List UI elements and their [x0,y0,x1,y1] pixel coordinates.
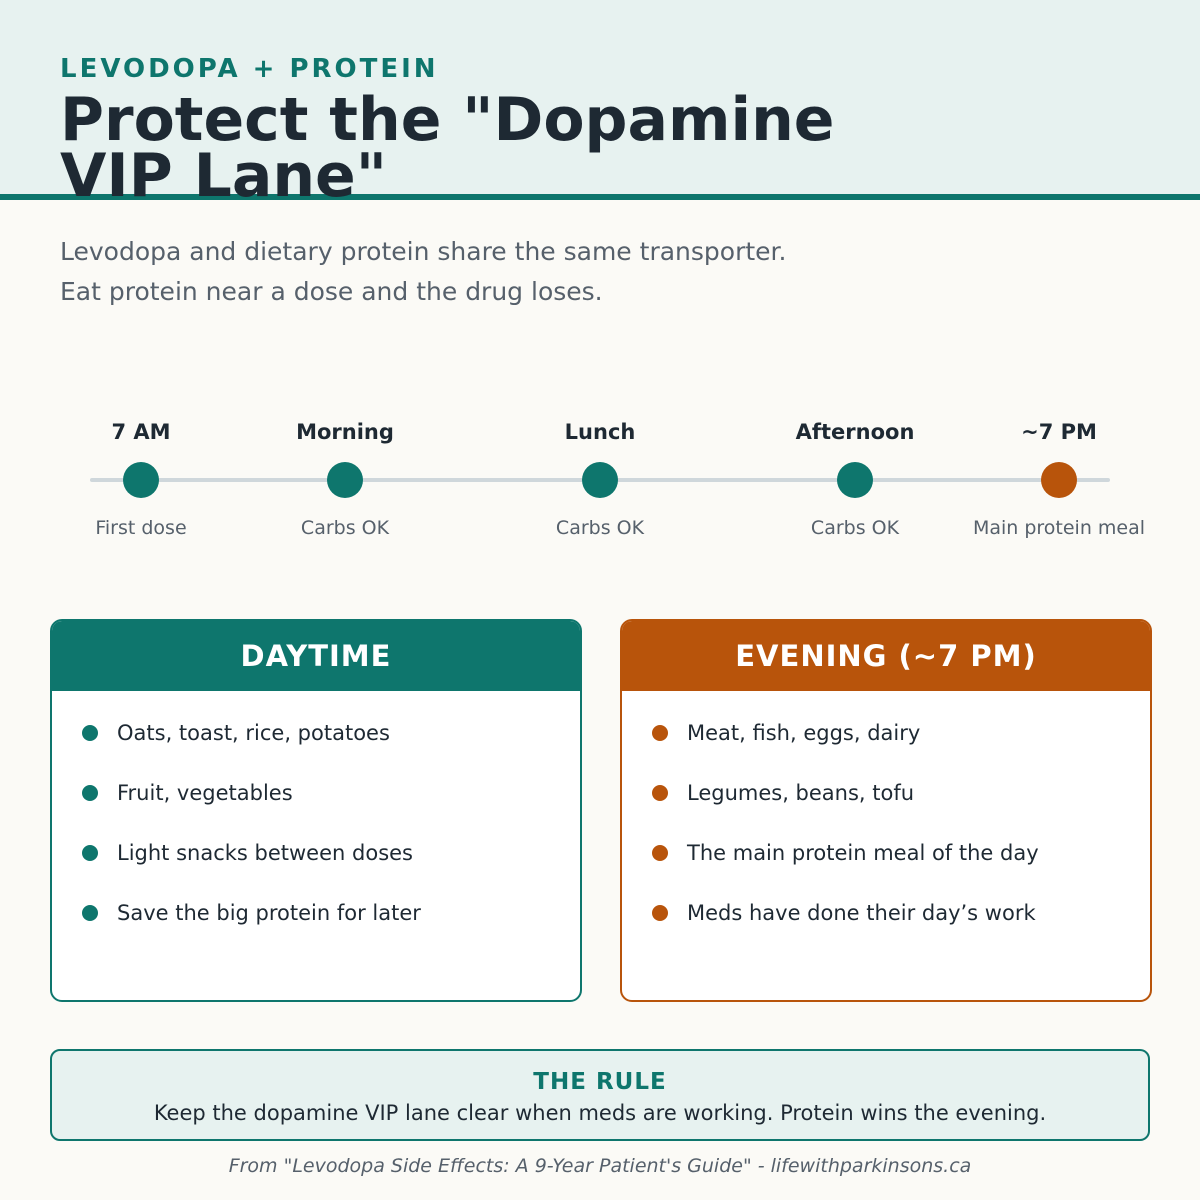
rule-text: Keep the dopamine VIP lane clear when meds are working. Protein wins the evening. [153,1101,1047,1125]
list-item [652,883,1150,943]
timeline-time-label: Lunch [564,420,636,444]
list-item [652,763,1150,823]
list-item-text: Oats, toast, rice, potatoes [117,721,390,745]
timeline-dot [582,462,618,498]
subtitle-line: Levodopa and dietary protein share the same transporter. [60,237,787,266]
daytime-food-list [52,691,580,943]
bullet-dot-icon [82,905,98,921]
timeline-time-label: Afternoon [795,420,915,444]
bullet-dot-icon [652,845,668,861]
timeline-dot [837,462,873,498]
list-item-text: Meat, fish, eggs, dairy [687,721,921,745]
bullet-dot-icon [82,845,98,861]
timeline-note: Carbs OK [555,517,645,539]
list-item-text: Fruit, vegetables [117,781,293,805]
bullet-dot-icon [652,905,668,921]
list-item [82,763,580,823]
timeline-note: Carbs OK [810,517,900,539]
eyebrow-label: LEVODOPA + PROTEIN [60,54,439,84]
list-item [82,823,580,883]
timeline-time-label: Morning [296,420,394,444]
bullet-dot-icon [82,725,98,741]
timeline-dot [327,462,363,498]
bullet-dot-icon [652,725,668,741]
bullet-dot-icon [652,785,668,801]
rule-title: THE RULE [533,1069,667,1095]
list-item-text: Save the big protein for later [117,901,421,925]
list-item-text: Meds have done their day’s work [687,901,1036,925]
source-citation: From "Levodopa Side Effects: A 9-Year Patient's Guide" - lifewithparkinsons.ca [228,1155,972,1177]
rule-box [50,1049,1150,1141]
list-item [652,823,1150,883]
list-item-text: Light snacks between doses [117,841,413,865]
list-item-text: The main protein meal of the day [687,841,1039,865]
timeline-note: First dose [95,517,187,539]
page-title: Protect the "Dopamine VIP Lane" [60,85,835,211]
evening-card-title: EVENING (~7 PM) [622,621,1150,691]
list-item [82,883,580,943]
timeline-time-label: 7 AM [111,420,171,444]
list-item [652,703,1150,763]
timeline-note: Carbs OK [300,517,390,539]
daytime-card [50,619,582,1002]
timeline-dot-evening [1041,462,1077,498]
timeline-dot [123,462,159,498]
evening-card [620,619,1152,1002]
evening-food-list [622,691,1150,943]
bullet-dot-icon [82,785,98,801]
list-item-text: Legumes, beans, tofu [687,781,915,805]
list-item [82,703,580,763]
timeline-time-label: ~7 PM [1021,420,1097,444]
subtitle [60,232,1060,312]
daytime-card-title: DAYTIME [52,621,580,691]
timeline-note: Main protein meal [972,517,1146,539]
subtitle-line: Eat protein near a dose and the drug loses. [60,277,603,306]
